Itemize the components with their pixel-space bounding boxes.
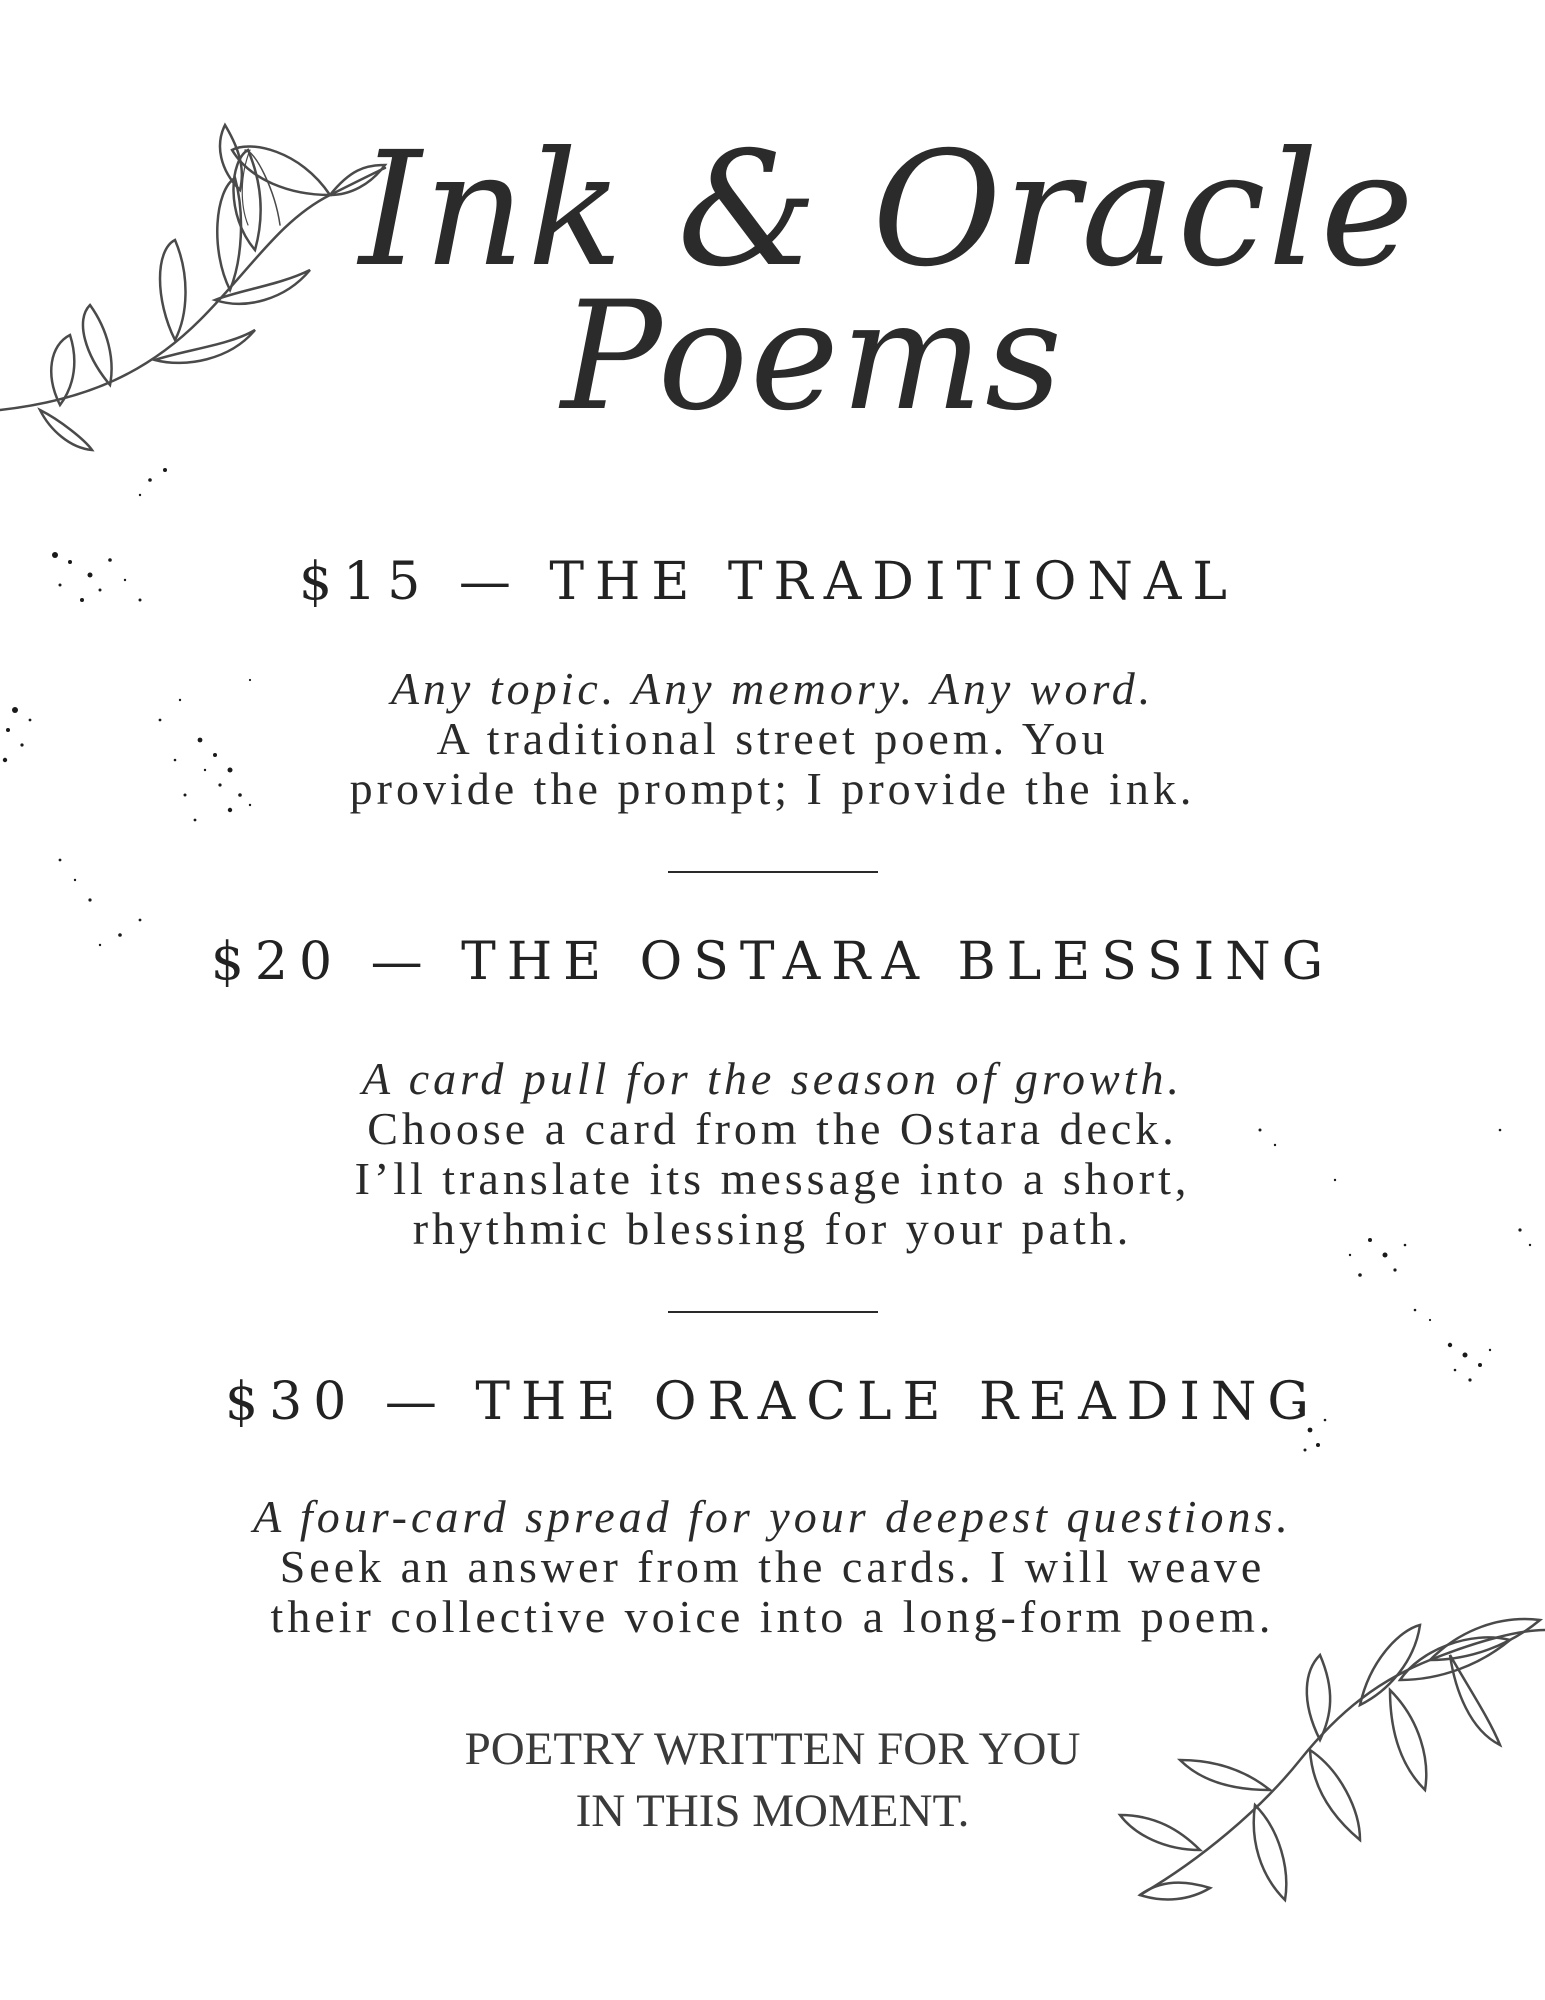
offering-description-oracle (0, 1492, 1545, 1642)
description-line: I’ll translate its message into a short, (354, 1153, 1191, 1204)
description-line: Any topic. Any memory. Any word. (390, 663, 1155, 714)
tagline-line: POETRY WRITTEN FOR YOU (464, 1723, 1081, 1775)
description-line: provide the prompt; I provide the ink. (349, 763, 1196, 814)
description-line: Seek an answer from the cards. I will weave (279, 1541, 1266, 1592)
offering-heading-oracle: $30 — THE ORACLE READING (225, 1372, 1320, 1432)
description-line: A traditional street poem. You (436, 713, 1109, 764)
description-line: their collective voice into a long-form poem. (270, 1591, 1275, 1642)
offering-heading-ostara: $20 — THE OSTARA BLESSING (210, 932, 1335, 992)
description-line: Choose a card from the Ostara deck. (367, 1103, 1178, 1154)
page-title: Ink & Oracle (359, 118, 1416, 302)
section-divider (668, 871, 878, 873)
page-subtitle: Poems (560, 270, 1065, 444)
description-line: rhythmic blessing for your path. (412, 1203, 1133, 1254)
tagline-line: IN THIS MOMENT. (575, 1785, 970, 1837)
offering-heading-traditional: $15 — THE TRADITIONAL (299, 552, 1238, 612)
description-line: A four-card spread for your deepest questions. (253, 1491, 1292, 1542)
offering-description-traditional (0, 664, 1545, 814)
offering-description-ostara (0, 1054, 1545, 1254)
description-line: A card pull for the season of growth. (362, 1053, 1183, 1104)
tagline (0, 1718, 1545, 1842)
section-divider (668, 1311, 878, 1313)
